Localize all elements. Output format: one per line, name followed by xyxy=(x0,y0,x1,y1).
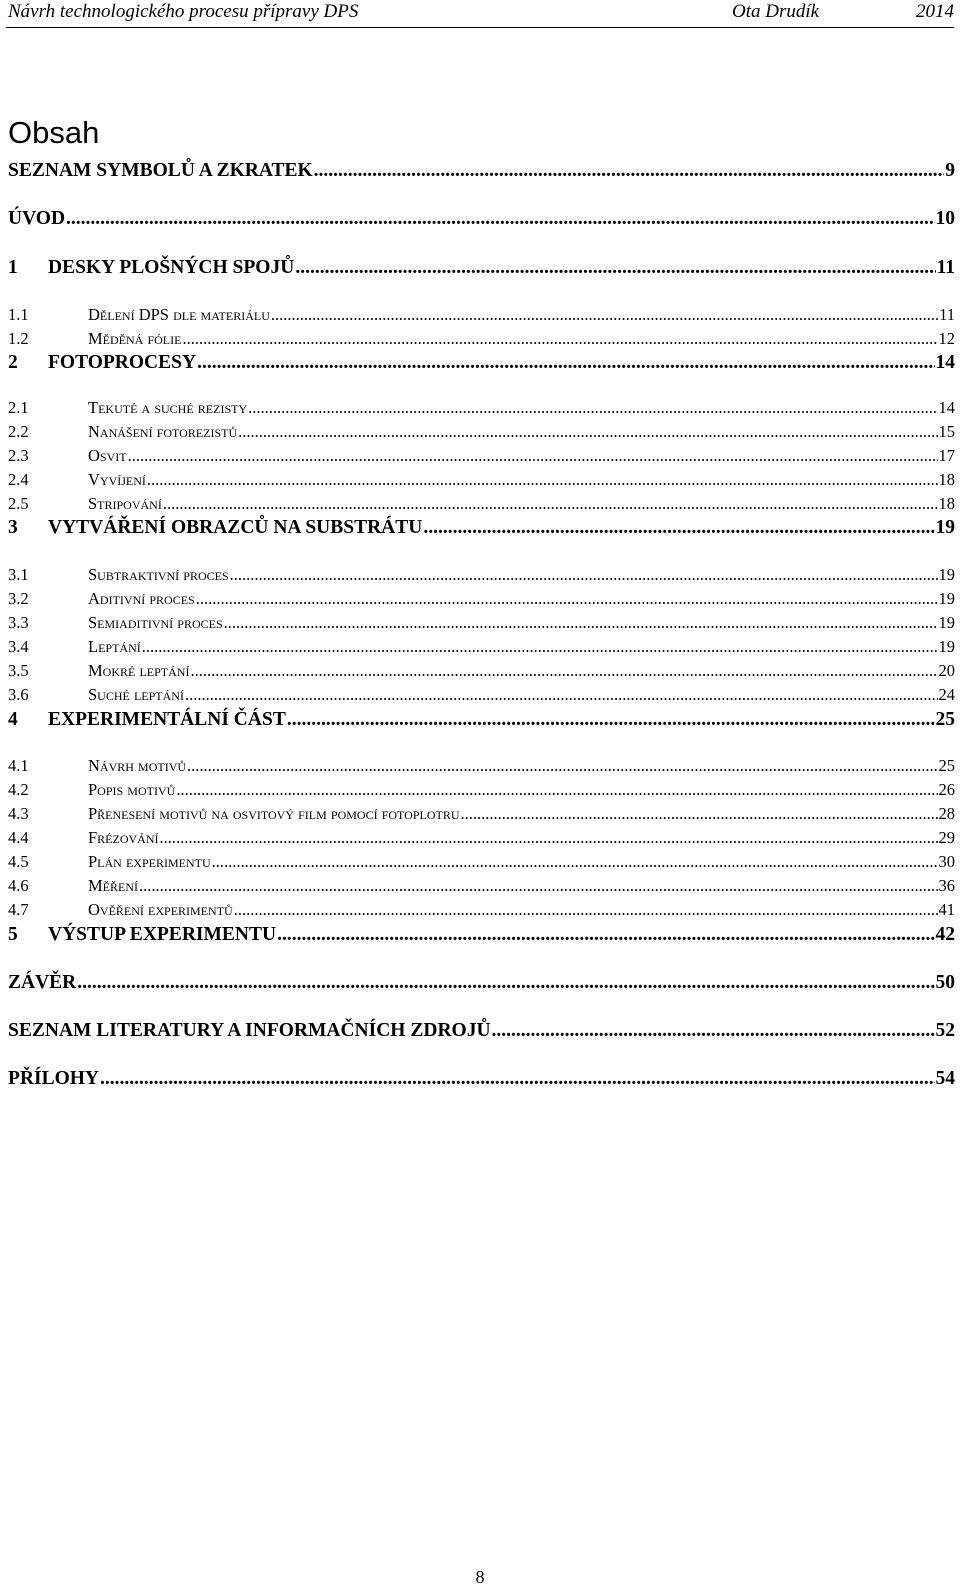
toc-heading: Obsah xyxy=(8,115,100,150)
toc-entry-number: 4 xyxy=(8,709,18,730)
toc-entry-section-3-2[interactable] xyxy=(8,589,955,609)
running-header xyxy=(6,0,954,28)
toc-entry-section-3-5[interactable] xyxy=(8,661,955,681)
dot-leader xyxy=(100,1068,934,1090)
toc-entry-references[interactable] xyxy=(8,1020,955,1042)
toc-entry-page: 14 xyxy=(938,398,955,417)
toc-entry-number: 3.1 xyxy=(8,565,29,584)
toc-entry-label: Mokré leptání xyxy=(88,661,190,680)
toc-entry-page: 10 xyxy=(935,208,955,229)
toc-entry-page: 19 xyxy=(938,637,955,656)
toc-entry-page: 17 xyxy=(938,446,955,465)
toc-entry-label: VYTVÁŘENÍ OBRAZCŮ NA SUBSTRÁTU xyxy=(48,517,423,538)
dot-leader xyxy=(212,852,938,872)
toc-entry-page: 20 xyxy=(938,661,955,680)
toc-entry-label: SEZNAM LITERATURY A INFORMAČNÍCH ZDROJŮ xyxy=(8,1020,491,1041)
dot-leader xyxy=(492,1020,935,1042)
toc-entry-section-3-3[interactable] xyxy=(8,613,955,633)
toc-entry-number: 3.6 xyxy=(8,685,29,704)
header-author: Ota Drudík xyxy=(732,1,820,22)
toc-entry-section-4-2[interactable] xyxy=(8,780,955,800)
toc-entry-number: 3.5 xyxy=(8,661,29,680)
toc-entry-page: 19 xyxy=(935,517,955,538)
dot-leader xyxy=(295,257,935,279)
toc-entry-page: 28 xyxy=(938,804,955,823)
toc-entry-label: Nanášení fotorezistů xyxy=(88,422,238,441)
toc-entry-number: 4.7 xyxy=(8,900,29,919)
toc-entry-label: Aditivní proces xyxy=(88,589,195,608)
toc-entry-label: Suché leptání xyxy=(88,685,184,704)
toc-entry-label: Dělení DPS dle materiálu xyxy=(88,305,270,324)
toc-entry-section-4-4[interactable] xyxy=(8,828,955,848)
toc-entry-section-4-3[interactable] xyxy=(8,804,955,824)
toc-entry-number: 2.3 xyxy=(8,446,29,465)
toc-entry-symbols[interactable] xyxy=(8,160,955,182)
toc-entry-chapter-2[interactable] xyxy=(8,352,955,374)
toc-entry-chapter-3[interactable] xyxy=(8,517,955,539)
toc-entry-page: 54 xyxy=(935,1068,955,1089)
dot-leader xyxy=(197,352,934,374)
toc-entry-number: 4.1 xyxy=(8,756,29,775)
toc-entry-page: 18 xyxy=(938,470,955,489)
toc-entry-number: 4.5 xyxy=(8,852,29,871)
toc-entry-number: 5 xyxy=(8,924,18,945)
dot-leader xyxy=(182,329,937,349)
dot-leader xyxy=(139,876,938,896)
dot-leader xyxy=(230,565,938,585)
toc-entry-label: ÚVOD xyxy=(8,208,66,229)
toc-entry-page: 11 xyxy=(939,305,955,324)
toc-entry-label: Měděná fólie xyxy=(88,329,182,348)
toc-entry-section-1-2[interactable] xyxy=(8,329,955,349)
toc-entry-number: 1 xyxy=(8,257,18,278)
header-title: Návrh technologického procesu přípravy DPS xyxy=(8,1,359,22)
dot-leader xyxy=(224,613,938,633)
toc-entry-page: 9 xyxy=(945,160,955,181)
toc-entry-page: 19 xyxy=(938,589,955,608)
toc-entry-section-1-1[interactable] xyxy=(8,305,955,325)
dot-leader xyxy=(163,494,938,514)
toc-entry-label: Návrh motivů xyxy=(88,756,187,775)
toc-entry-label: EXPERIMENTÁLNÍ ČÁST xyxy=(48,709,286,730)
toc-entry-number: 2 xyxy=(8,352,18,373)
dot-leader xyxy=(271,305,938,325)
toc-entry-label: PŘÍLOHY xyxy=(8,1068,100,1089)
dot-leader xyxy=(160,828,938,848)
dot-leader xyxy=(287,709,935,731)
toc-entry-page: 15 xyxy=(938,422,955,441)
dot-leader xyxy=(248,398,937,418)
toc-entry-label: DESKY PLOŠNÝCH SPOJŮ xyxy=(48,257,295,278)
toc-entry-appendices[interactable] xyxy=(8,1068,955,1090)
toc-entry-conclusion[interactable] xyxy=(8,972,955,994)
toc-entry-section-2-3[interactable] xyxy=(8,446,955,466)
toc-entry-section-3-1[interactable] xyxy=(8,565,955,585)
toc-entry-page: 11 xyxy=(936,257,955,278)
toc-entry-page: 50 xyxy=(935,972,955,993)
toc-entry-label: Plán experimentu xyxy=(88,852,211,871)
toc-entry-page: 14 xyxy=(935,352,955,373)
toc-entry-page: 29 xyxy=(938,828,955,847)
dot-leader xyxy=(314,160,945,182)
toc-entry-page: 19 xyxy=(938,613,955,632)
toc-entry-label: Vyvíjení xyxy=(88,470,146,489)
toc-entry-label: Popis motivů xyxy=(88,780,176,799)
toc-entry-page: 30 xyxy=(938,852,955,871)
toc-entry-number: 1.2 xyxy=(8,329,29,348)
dot-leader xyxy=(185,685,938,705)
toc-entry-section-4-1[interactable] xyxy=(8,756,955,776)
toc-entry-section-2-2[interactable] xyxy=(8,422,955,442)
toc-entry-label: ZÁVĚR xyxy=(8,972,77,993)
toc-entry-number: 4.3 xyxy=(8,804,29,823)
toc-entry-label: Osvit xyxy=(88,446,127,465)
toc-entry-section-3-4[interactable] xyxy=(8,637,955,657)
dot-leader xyxy=(423,517,934,539)
toc-entry-section-3-6[interactable] xyxy=(8,685,955,705)
toc-entry-label: SEZNAM SYMBOLŮ A ZKRATEK xyxy=(8,160,313,181)
toc-entry-number: 3 xyxy=(8,517,18,538)
dot-leader xyxy=(277,924,934,946)
toc-entry-page: 36 xyxy=(938,876,955,895)
dot-leader xyxy=(190,661,937,681)
toc-entry-label: Přenesení motivů na osvitový film pomocí fotoplotru xyxy=(88,804,460,823)
toc-entry-page: 42 xyxy=(935,924,955,945)
toc-entry-label: Subtraktivní proces xyxy=(88,565,229,584)
toc-entry-chapter-4[interactable] xyxy=(8,709,955,731)
toc-entry-number: 3.2 xyxy=(8,589,29,608)
toc-entry-page: 12 xyxy=(938,329,955,348)
toc-entry-label: Měření xyxy=(88,876,138,895)
toc-entry-page: 24 xyxy=(938,685,955,704)
header-year: 2014 xyxy=(916,1,954,22)
toc-entry-page: 26 xyxy=(938,780,955,799)
toc-entry-number: 4.6 xyxy=(8,876,29,895)
dot-leader xyxy=(147,470,938,490)
toc-entry-intro[interactable] xyxy=(8,208,955,230)
toc-entry-page: 41 xyxy=(938,900,955,919)
toc-entry-page: 52 xyxy=(935,1020,955,1041)
toc-entry-number: 1.1 xyxy=(8,305,29,324)
dot-leader xyxy=(176,780,937,800)
toc-entry-number: 2.5 xyxy=(8,494,29,513)
toc-entry-label: Frézování xyxy=(88,828,159,847)
toc-entry-page: 25 xyxy=(935,709,955,730)
dot-leader xyxy=(128,446,938,466)
toc-entry-number: 3.3 xyxy=(8,613,29,632)
dot-leader xyxy=(234,900,938,920)
toc-entry-number: 3.4 xyxy=(8,637,29,656)
toc-entry-label: Tekuté a suché rezisty xyxy=(88,398,248,417)
toc-entry-page: 25 xyxy=(938,756,955,775)
toc-entry-section-2-5[interactable] xyxy=(8,494,955,514)
dot-leader xyxy=(461,804,938,824)
toc-entry-chapter-5[interactable] xyxy=(8,924,955,946)
dot-leader xyxy=(238,422,937,442)
toc-entry-number: 2.2 xyxy=(8,422,29,441)
dot-leader xyxy=(66,208,934,230)
toc-entry-section-4-6[interactable] xyxy=(8,876,955,896)
toc-entry-label: FOTOPROCESY xyxy=(48,352,197,373)
toc-entry-page: 19 xyxy=(938,565,955,584)
toc-entry-label: Ověření experimentů xyxy=(88,900,233,919)
dot-leader xyxy=(142,637,938,657)
toc-entry-chapter-1[interactable] xyxy=(8,257,955,279)
toc-entry-page: 18 xyxy=(938,494,955,513)
dot-leader xyxy=(196,589,938,609)
dot-leader xyxy=(77,972,934,994)
toc-entry-section-2-1[interactable] xyxy=(8,398,955,418)
toc-entry-section-4-7[interactable] xyxy=(8,900,955,920)
toc-entry-label: Semiaditivní proces xyxy=(88,613,223,632)
page-number: 8 xyxy=(475,1567,485,1587)
toc-entry-number: 2.4 xyxy=(8,470,29,489)
toc-entry-label: VÝSTUP EXPERIMENTU xyxy=(48,924,277,945)
dot-leader xyxy=(187,756,937,776)
toc-entry-section-4-5[interactable] xyxy=(8,852,955,872)
toc-entry-number: 4.4 xyxy=(8,828,29,847)
toc-entry-label: Leptání xyxy=(88,637,141,656)
toc-entry-section-2-4[interactable] xyxy=(8,470,955,490)
toc-entry-label: Stripování xyxy=(88,494,162,513)
toc-entry-number: 2.1 xyxy=(8,398,29,417)
toc-entry-number: 4.2 xyxy=(8,780,29,799)
